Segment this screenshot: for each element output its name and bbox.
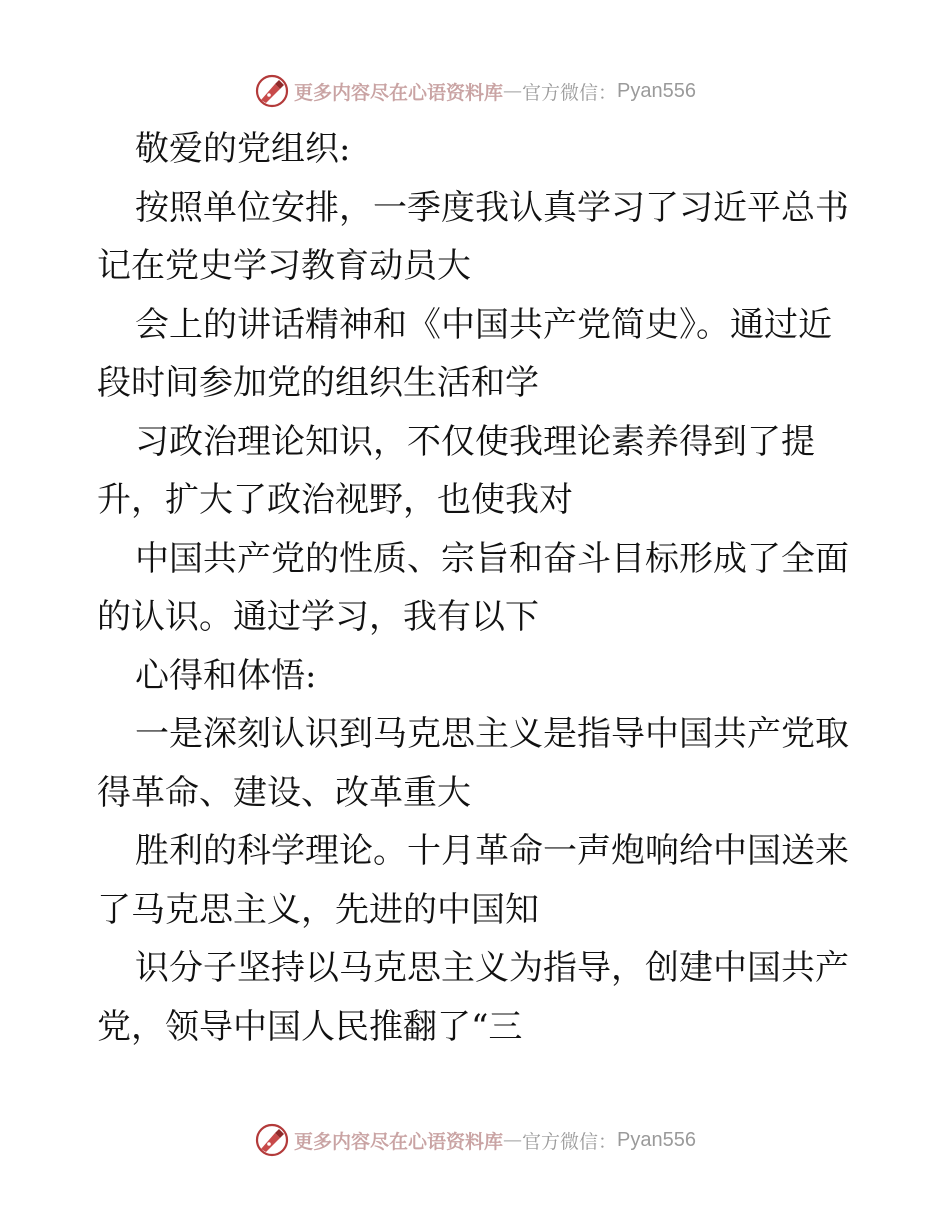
watermark-brand-text: 更多内容尽在心语资料库 xyxy=(294,1130,504,1153)
body-line: 一是深刻认识到马克思主义是指导中国共产党取 xyxy=(135,714,849,754)
body-line: 的认识。通过学习，我有以下 xyxy=(97,597,539,637)
watermark-contact-label: 官方微信： xyxy=(522,81,618,104)
body-line: 升，扩大了政治视野，也使我对 xyxy=(97,480,573,520)
body-line: 记在党史学习教育动员大 xyxy=(97,246,471,286)
body-line: 了马克思主义，先进的中国知 xyxy=(97,889,539,930)
body-line: 中国共产党的性质、宗旨和奋斗目标形成了全面 xyxy=(135,538,849,579)
watermark-handle: Pyan556 xyxy=(617,79,696,102)
body-line: 按照单位安排，一季度我认真学习了习近平总书 xyxy=(135,187,849,228)
watermark-contact-label: 官方微信： xyxy=(522,1130,618,1153)
body-line: 胜利的科学理论。十月革命一声炮响给中国送来 xyxy=(135,831,849,871)
body-line: 会上的讲话精神和《中国共产党简史》。通过近 xyxy=(135,304,832,345)
watermark-separator: — xyxy=(503,80,523,102)
watermark-separator: — xyxy=(503,1129,523,1151)
body-line: 心得和体悟: xyxy=(135,655,317,696)
pen-nib-logo-icon xyxy=(254,73,290,109)
watermark-handle: Pyan556 xyxy=(617,1128,696,1151)
footer-watermark xyxy=(0,1120,950,1160)
body-line: 得革命、建设、改革重大 xyxy=(97,772,471,813)
salutation-line: 敬爱的党组织: xyxy=(135,129,351,169)
watermark-brand-text: 更多内容尽在心语资料库 xyxy=(294,81,504,104)
body-line: 习政治理论知识，不仅使我理论素养得到了提 xyxy=(135,421,815,462)
pen-nib-logo-icon xyxy=(254,1122,290,1158)
header-watermark xyxy=(0,71,950,111)
body-line: 党，领导中国人民推翻了“三 xyxy=(97,1006,523,1047)
body-line: 识分子坚持以马克思主义为指导，创建中国共产 xyxy=(135,948,849,988)
body-line: 段时间参加党的组织生活和学 xyxy=(97,363,539,403)
document-body xyxy=(97,120,857,1056)
